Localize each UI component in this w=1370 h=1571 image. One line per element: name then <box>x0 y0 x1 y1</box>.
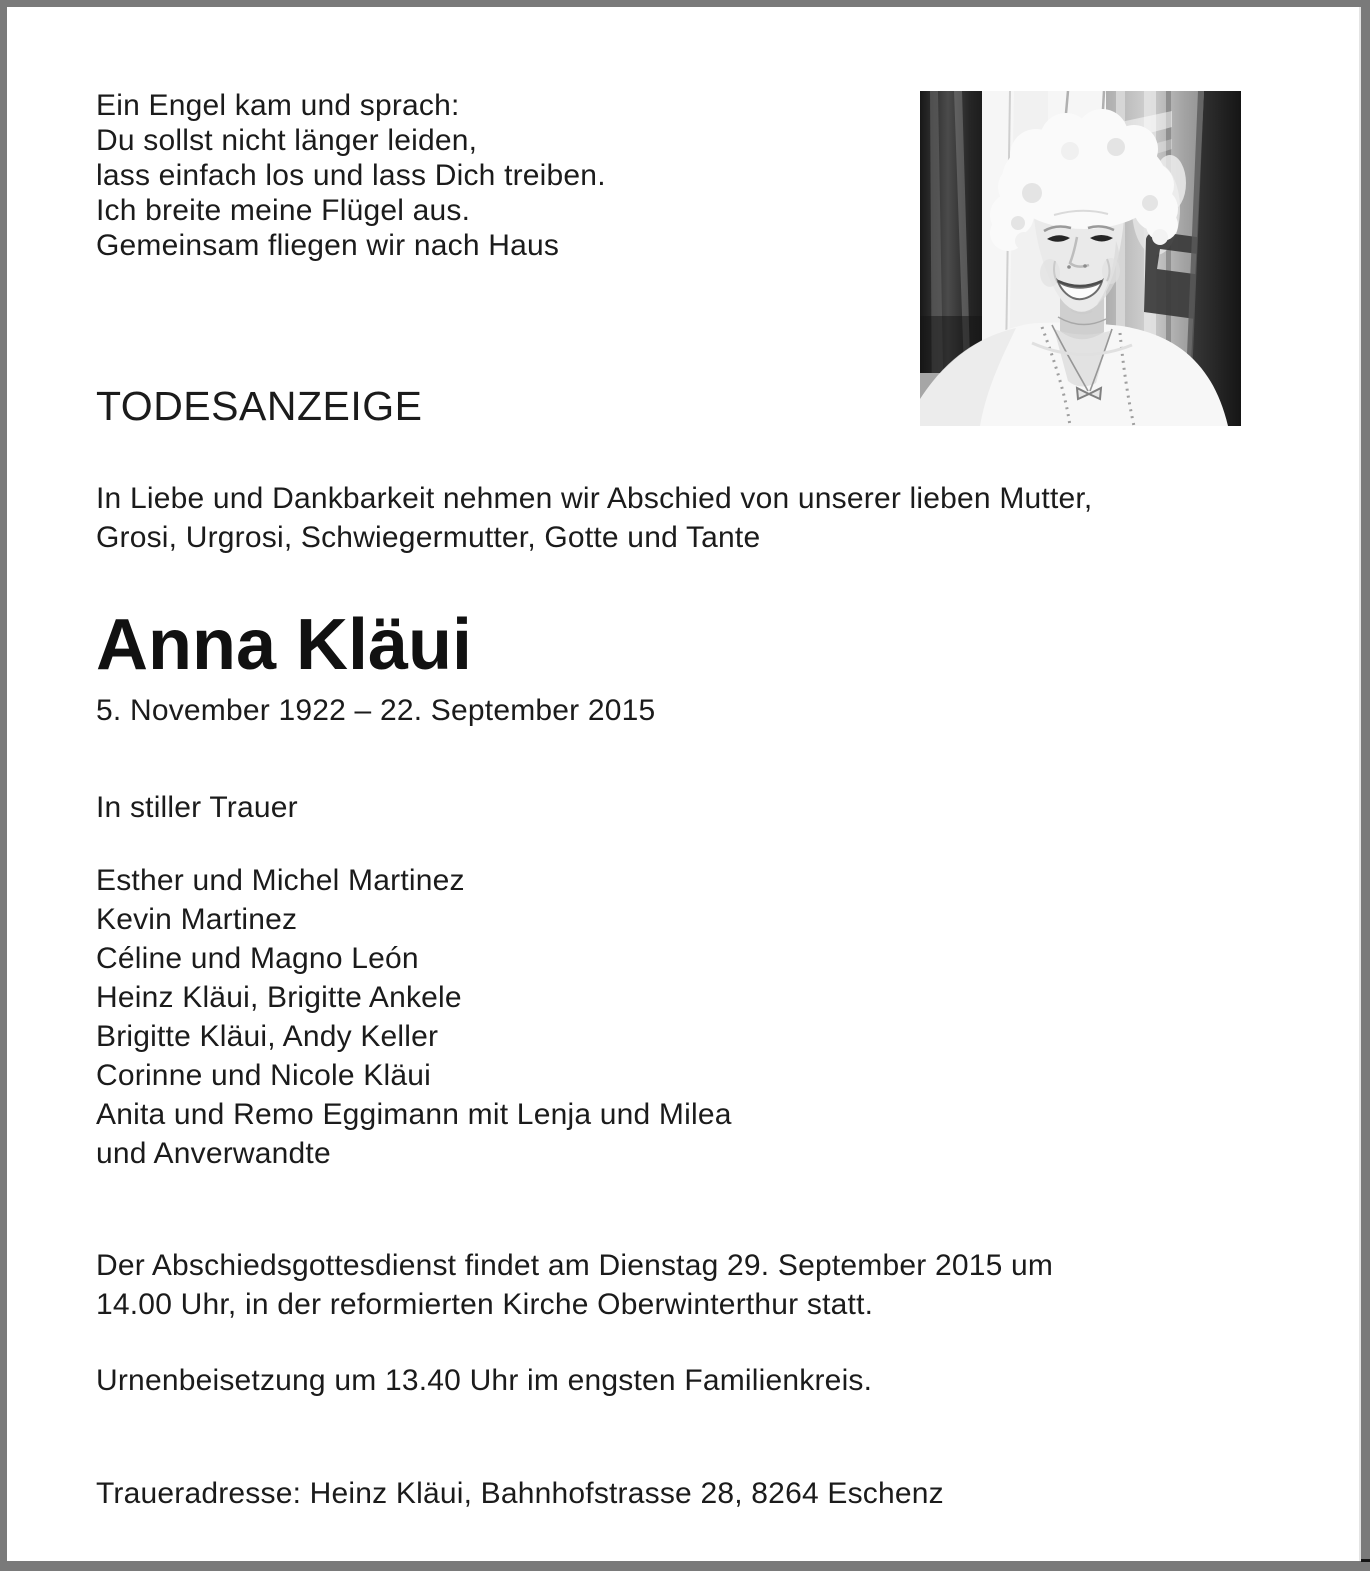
burial-info: Urnenbeisetzung um 13.40 Uhr im engsten Familienkreis. <box>96 1364 873 1397</box>
mourning-label: In stiller Trauer <box>96 791 298 824</box>
service-info <box>96 1246 1359 1324</box>
poem-line: lass einfach los und lass Dich treiben. <box>96 159 606 192</box>
mourner-line: Céline und Magno León <box>96 942 419 975</box>
poem-line: Gemeinsam fliegen wir nach Haus <box>96 229 560 262</box>
mourner-line: Heinz Kläui, Brigitte Ankele <box>96 981 462 1014</box>
poem-line: Du sollst nicht länger leiden, <box>96 124 478 157</box>
life-dates: 5. November 1922 – 22. September 2015 <box>96 694 656 727</box>
poem-line: Ein Engel kam und sprach: <box>96 89 460 122</box>
portrait-photo <box>920 91 1241 426</box>
poem-line: Ich breite meine Flügel aus. <box>96 194 471 227</box>
mourner-line: Corinne und Nicole Kläui <box>96 1059 431 1092</box>
intro-line: Grosi, Urgrosi, Schwiegermutter, Gotte und Tante <box>96 521 761 554</box>
intro-text <box>96 479 1359 557</box>
deceased-name: Anna Kläui <box>96 605 473 685</box>
notice-type-heading: TODESANZEIGE <box>96 383 423 429</box>
mourner-line: Brigitte Kläui, Andy Keller <box>96 1020 439 1053</box>
mourner-line: Esther und Michel Martinez <box>96 864 465 897</box>
service-line: 14.00 Uhr, in der reformierten Kirche Oberwinterthur statt. <box>96 1288 874 1321</box>
intro-line: In Liebe und Dankbarkeit nehmen wir Abschied von unserer lieben Mutter, <box>96 482 1093 515</box>
mourner-line: Anita und Remo Eggimann mit Lenja und Milea <box>96 1098 732 1131</box>
mourners-list <box>96 861 1359 1173</box>
obituary-page <box>7 7 1359 1561</box>
mourning-address: Traueradresse: Heinz Kläui, Bahnhofstrasse 28, 8264 Eschenz <box>96 1477 944 1510</box>
corner-mark <box>1361 1559 1370 1562</box>
mourner-line: und Anverwandte <box>96 1137 331 1170</box>
service-line: Der Abschiedsgottesdienst findet am Dienstag 29. September 2015 um <box>96 1249 1054 1282</box>
mourner-line: Kevin Martinez <box>96 903 298 936</box>
portrait-photo-illustration <box>920 91 1241 426</box>
